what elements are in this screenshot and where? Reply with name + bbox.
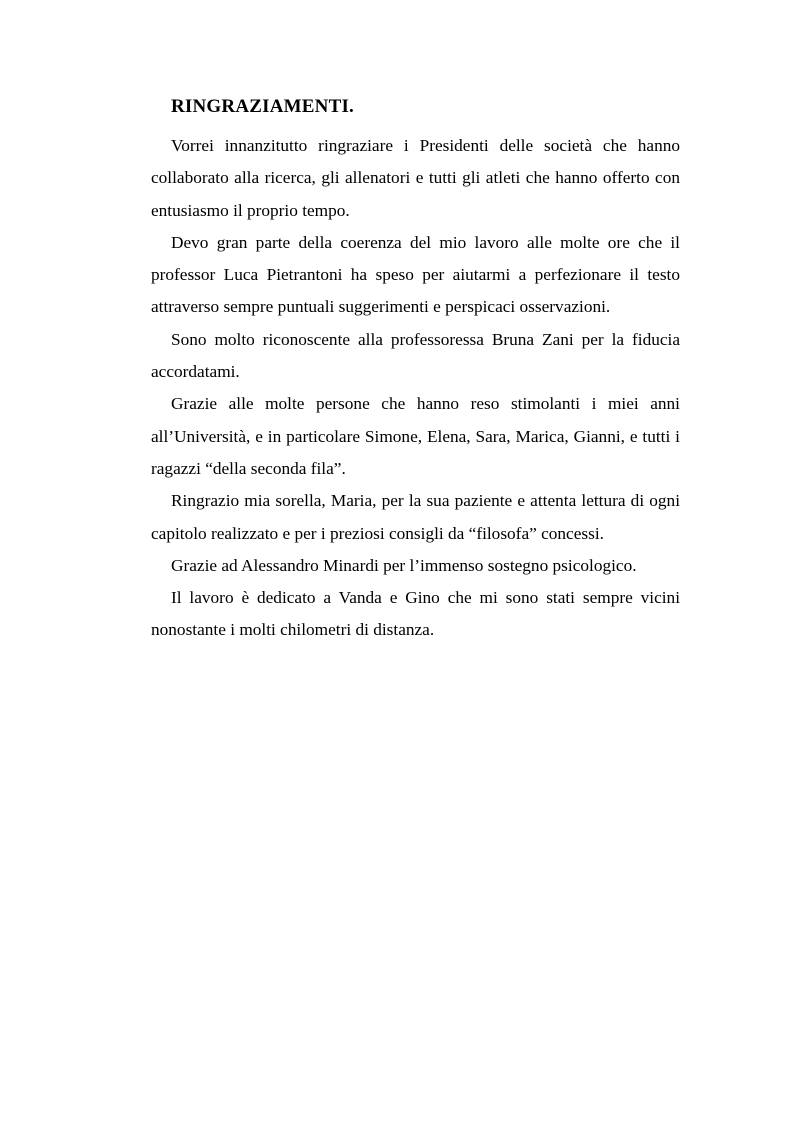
paragraph-sister: Ringrazio mia sorella, Maria, per la sua paziente e attenta lettura di ogni capitolo realizzato e per i preziosi consigli da “filosofa” concessi. [151, 491, 680, 543]
paragraph-dedication: Il lavoro è dedicato a Vanda e Gino che mi sono stati sempre vicini nonostante i molti chilometri di distanza. [151, 588, 680, 640]
paragraph-professor-pietrantoni: Devo gran parte della coerenza del mio lavoro alle molte ore che il professor Luca Pietrantoni ha speso per aiutarmi a perfezionare il testo attraverso sempre puntuali suggerimenti e perspicaci osservazioni. [151, 232, 680, 317]
section-title: RINGRAZIAMENTI. [171, 96, 354, 117]
paragraph-presidents: Vorrei innanzitutto ringraziare i Presidenti delle società che hanno collaborato alla ricerca, gli allenatori e tutti gli atleti che hanno offerto con entusiasmo il proprio tempo. [151, 136, 680, 220]
paragraph-minardi: Grazie ad Alessandro Minardi per l’immenso sostegno psicologico. [171, 555, 637, 575]
paragraph-professor-zani: Sono molto riconoscente alla professoressa Bruna Zani per la fiducia accordatami. [151, 329, 680, 382]
paragraph-friends: Grazie alle molte persone che hanno reso stimolanti i miei anni all’Università, e in particolare Simone, Elena, Sara, Marica, Gianni, e tutti i ragazzi “della seconda fila”. [151, 394, 680, 478]
acknowledgements-section [151, 92, 680, 647]
